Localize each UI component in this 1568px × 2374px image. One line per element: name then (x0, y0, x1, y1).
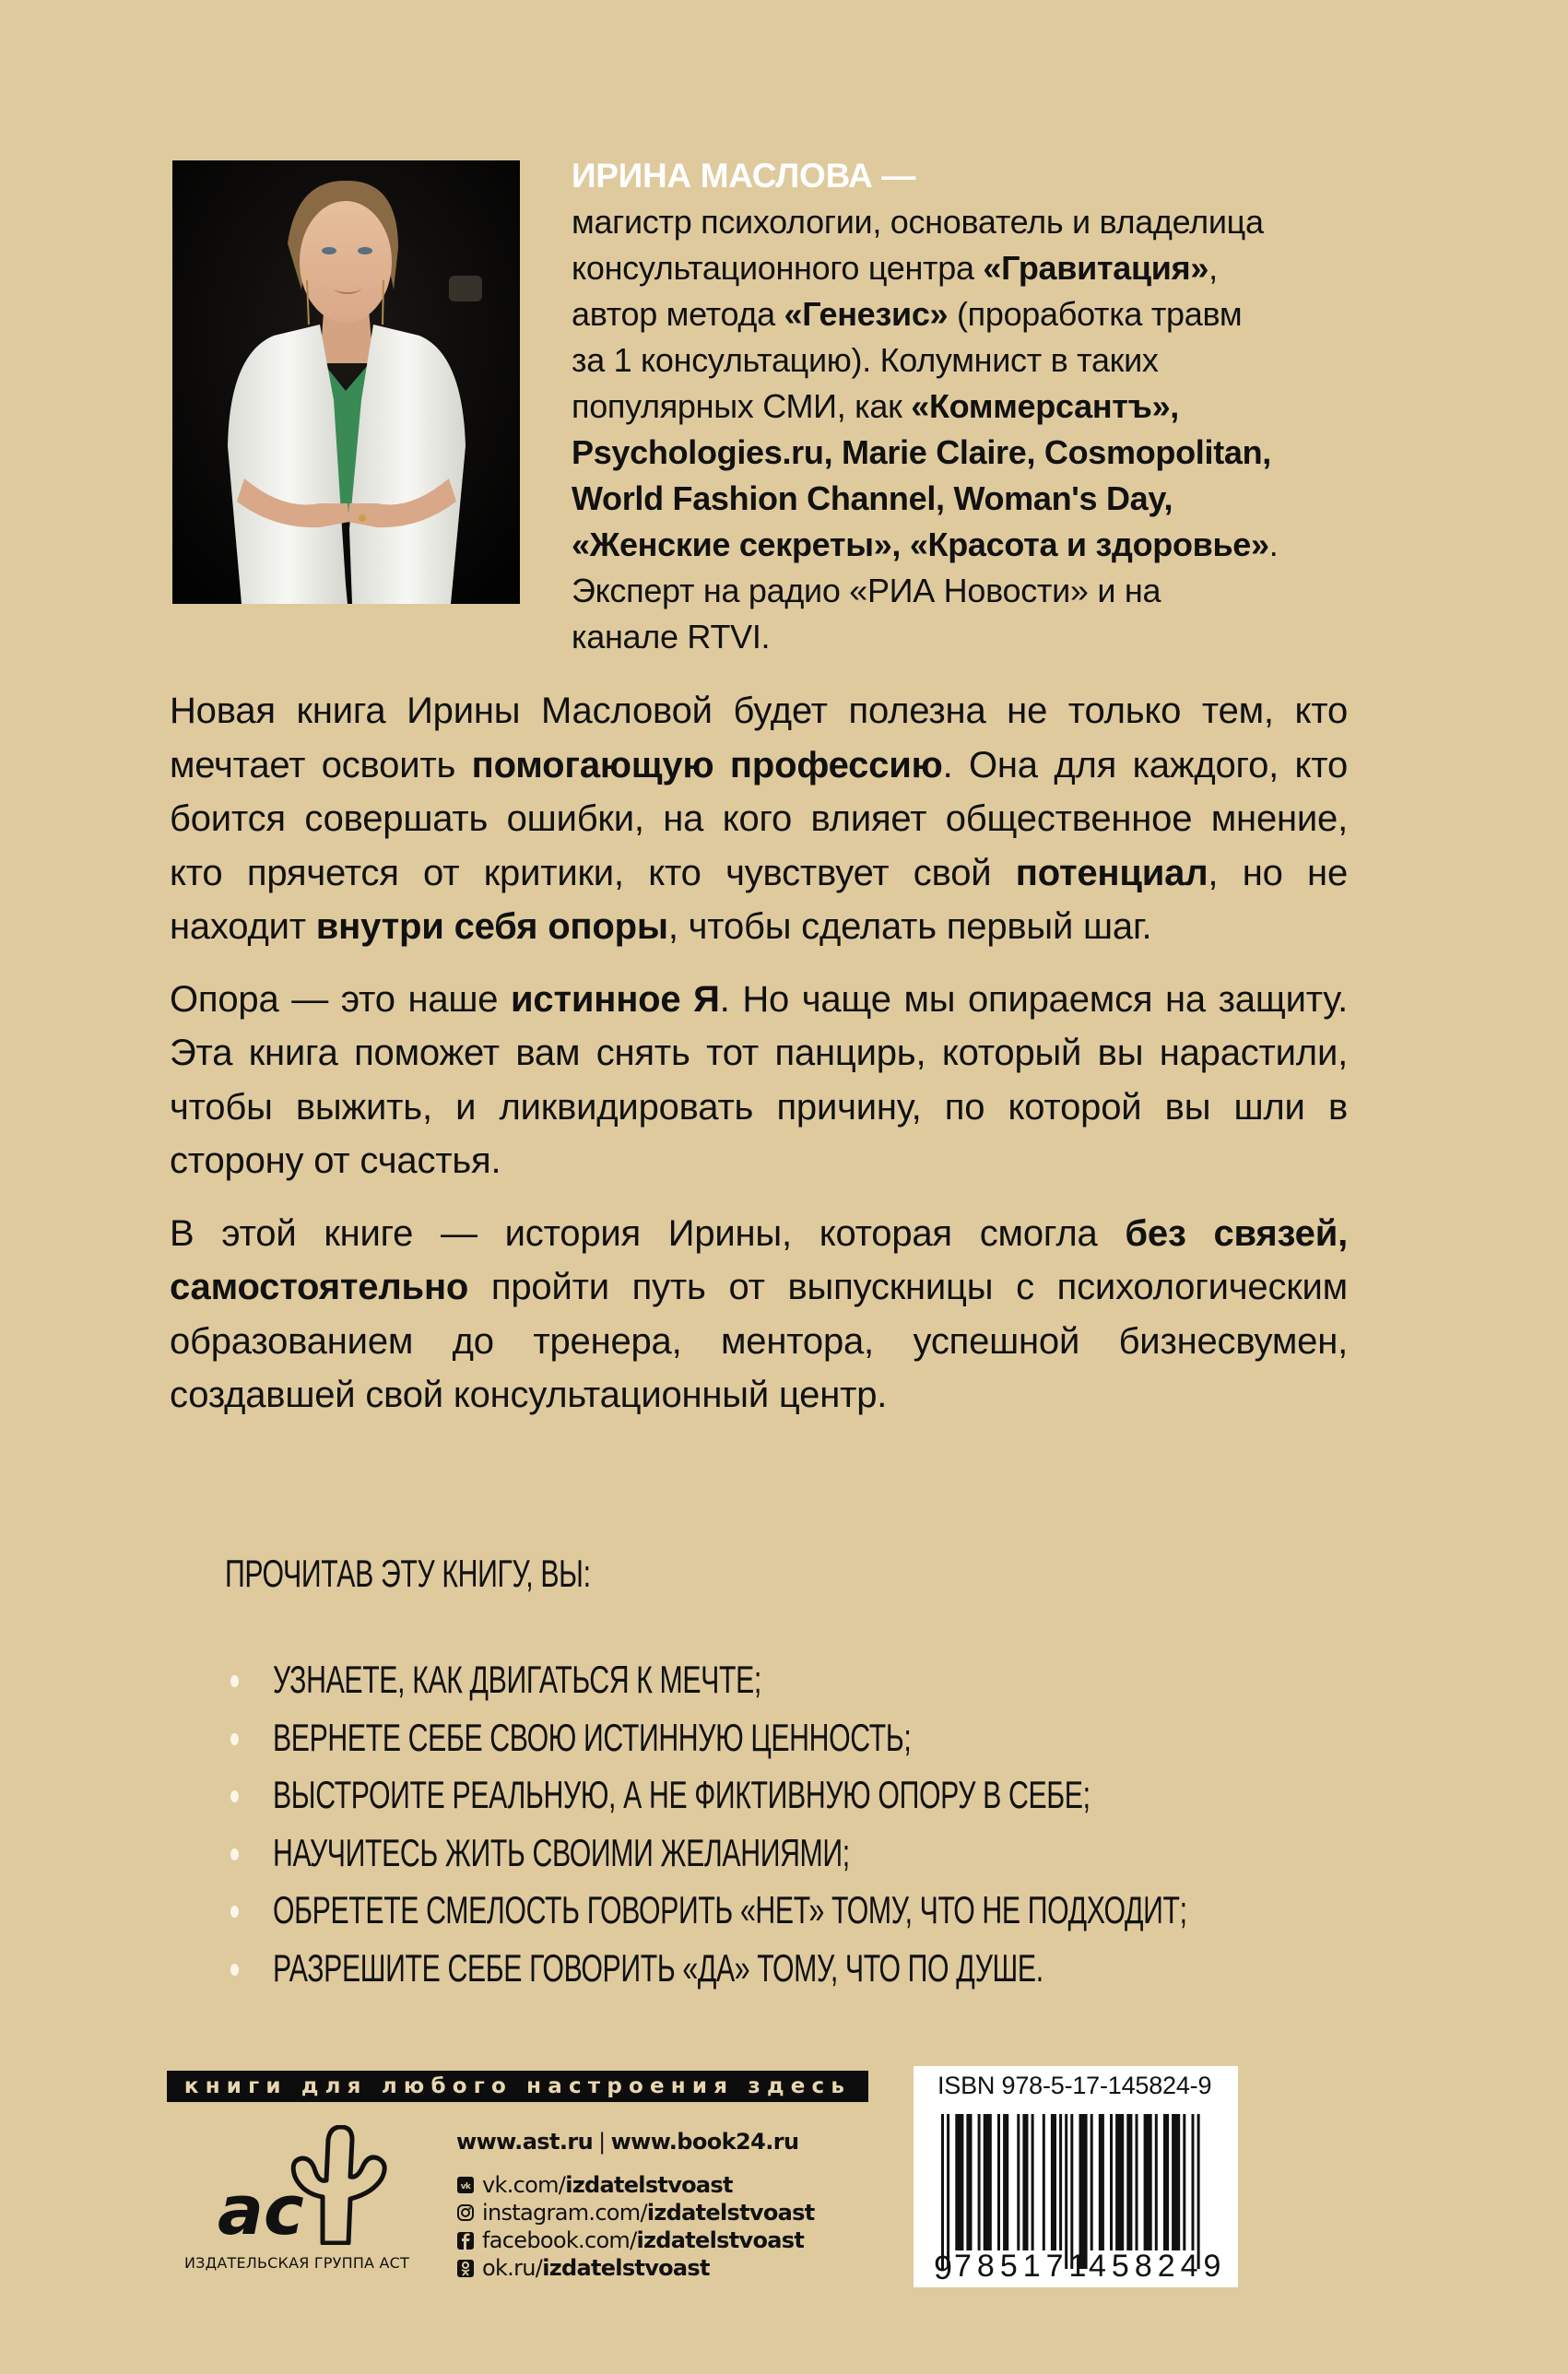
facebook-icon (456, 2230, 475, 2250)
barcode-bars (934, 2114, 1229, 2286)
svg-text:785171: 785171 (954, 2249, 1092, 2280)
book-description (170, 684, 1348, 1423)
emphasis-text: «Гравитация» (983, 249, 1209, 287)
bio-line (572, 430, 1512, 476)
author-photo (172, 160, 520, 604)
benefit-text: ВЕРНЕТЕ СЕБЕ СВОЮ ИСТИННУЮ ЦЕННОСТЬ; (273, 1715, 912, 1759)
bullet-icon (230, 1733, 239, 1745)
text-run: пройти путь от выпускницы с психологическим образованием до тренера, ментора, успешной бизнесвумен, создавшей свой консультационный центр. (170, 1267, 1348, 1415)
bullet-icon (230, 1964, 239, 1976)
ast-logo (214, 2125, 389, 2245)
svg-text:vk: vk (460, 2182, 471, 2191)
bio-line (572, 568, 1512, 614)
social-links (456, 2171, 814, 2282)
publisher-caption: ИЗДАТЕЛЬСКАЯ ГРУППА АСТ (184, 2254, 409, 2272)
text-run: , (1208, 249, 1218, 287)
svg-text:458249: 458249 (1089, 2249, 1227, 2280)
benefits-list (225, 1651, 1331, 1997)
text-run: , но не находит (170, 852, 1348, 947)
bio-line (572, 199, 1512, 245)
bullet-icon (230, 1675, 239, 1687)
text-run: (проработка травм (948, 295, 1243, 333)
text-run: В этой книге — история Ирины, которая смогла (170, 1212, 1126, 1254)
text-run: . Она для каждого, кто боится совершать ошибки, на кого влияет общественное мнение, кто прячется от критики, кто чувствует свой (170, 744, 1348, 893)
description-paragraph (170, 973, 1348, 1188)
benefit-text: НАУЧИТЕСЬ ЖИТЬ СВОИМИ ЖЕЛАНИЯМИ; (273, 1830, 850, 1874)
author-portrait-illustration (172, 160, 520, 604)
text-run: канале RTVI. (572, 618, 771, 656)
social-link-vk[interactable]: vk vk.com/ izdatelstvoast (456, 2171, 814, 2199)
barcode-icon (934, 2114, 1229, 2280)
emphasis-text: внутри себя опоры (315, 906, 668, 947)
author-bio-text (572, 199, 1512, 660)
description-paragraph (170, 1207, 1348, 1423)
odnoklassniki-icon (456, 2258, 475, 2278)
social-link-facebook[interactable]: facebook.com/ izdatelstvoast (456, 2226, 814, 2254)
publisher-slogan-bar: книги для любого настроения здесь (167, 2071, 868, 2102)
social-link-odnoklassniki[interactable]: ok.ru/ izdatelstvoast (456, 2254, 814, 2282)
emphasis-text: «Коммерсантъ», (911, 387, 1179, 425)
vk-icon (456, 2175, 475, 2195)
text-run: автор метода (572, 295, 784, 333)
bullet-icon (230, 1790, 239, 1802)
social-link-instagram[interactable]: instagram.com/ izdatelstvoast (456, 2199, 814, 2226)
emphasis-text: «Генезис» (784, 295, 949, 333)
emphasis-text: Psychologies.ru, Marie Claire, Cosmopolitan, (572, 433, 1271, 471)
isbn-number: ISBN 978-5-17-145824-9 (937, 2072, 1212, 2099)
benefits-section (225, 1546, 1331, 1997)
link-ast-site[interactable]: www.ast.ru (456, 2129, 594, 2155)
bio-line (572, 522, 1512, 568)
benefit-item (225, 1651, 1331, 1709)
text-run: Опора — это наше (170, 978, 512, 1020)
benefit-text: ОБРЕТЕТЕ СМЕЛОСТЬ ГОВОРИТЬ «НЕТ» ТОМУ, ЧТО НЕ ПОДХОДИТ; (273, 1888, 1187, 1931)
bio-line (572, 291, 1512, 337)
emphasis-text: World Fashion Channel, Woman's Day, (572, 479, 1173, 517)
bio-line (572, 337, 1512, 384)
text-run: . (1268, 526, 1279, 563)
isbn-barcode (914, 2066, 1238, 2287)
text-run: консультационного центра (572, 249, 984, 287)
benefit-item (225, 1825, 1331, 1883)
author-name: ИРИНА МАСЛОВА — (572, 157, 916, 195)
publisher-links (456, 2123, 814, 2282)
ast-logo-letters: ac (218, 2171, 304, 2245)
bullet-icon (230, 1906, 239, 1918)
text-run: за 1 консультацию). Колумнист в таких (572, 341, 1159, 379)
bio-line (572, 245, 1512, 291)
emphasis-text: «Женские секреты», «Красота и здоровье» (572, 526, 1269, 563)
bullet-icon (230, 1848, 239, 1860)
links-separator: | (598, 2129, 606, 2155)
description-paragraph (170, 684, 1348, 954)
benefit-item (225, 1882, 1331, 1940)
text-run: Новая книга Ирины Масловой будет полезна не только тем, кто мечтает освоить (170, 691, 1348, 785)
benefits-title: ПРОЧИТАВ ЭТУ КНИГУ, ВЫ: (225, 1552, 591, 1595)
emphasis-text: истинное Я (511, 978, 720, 1020)
text-run: магистр психологии, основатель и владелица (572, 203, 1264, 241)
bio-line (572, 614, 1512, 660)
emphasis-text: без связей, самостоятельно (170, 1212, 1349, 1307)
text-run: Эксперт на радио «РИА Новости» и на (572, 572, 1161, 609)
bio-line (572, 476, 1512, 522)
author-bio (572, 153, 1512, 660)
text-run: популярных СМИ, как (572, 387, 912, 425)
benefit-item (225, 1940, 1331, 1998)
link-book24-site[interactable]: www.book24.ru (610, 2129, 799, 2155)
text-run: , чтобы сделать первый шаг. (667, 906, 1152, 947)
benefit-item (225, 1709, 1331, 1767)
benefit-item (225, 1766, 1331, 1825)
publisher-websites (456, 2123, 814, 2160)
ean-digits: 9 (934, 2249, 953, 2286)
benefit-text: РАЗРЕШИТЕ СЕБЕ ГОВОРИТЬ «ДА» ТОМУ, ЧТО ПО ДУШЕ. (273, 1945, 1043, 1990)
benefit-text: УЗНАЕТЕ, КАК ДВИГАТЬСЯ К МЕЧТЕ; (273, 1658, 761, 1701)
emphasis-text: помогающую профессию (471, 744, 943, 785)
bio-line (572, 384, 1512, 430)
benefit-text: ВЫСТРОИТЕ РЕАЛЬНУЮ, А НЕ ФИКТИВНУЮ ОПОРУ В СЕБЕ; (273, 1773, 1091, 1816)
ast-logo-icon (214, 2125, 389, 2245)
emphasis-text: потенциал (1015, 852, 1208, 893)
text-run: . Но чаще мы опираемся на защиту. Эта книга поможет вам снять тот панцирь, который вы нарастили, чтобы выжить, и ликвидировать причину, по которой вы шли в сторону от счастья. (170, 978, 1348, 1181)
instagram-icon (456, 2203, 475, 2223)
